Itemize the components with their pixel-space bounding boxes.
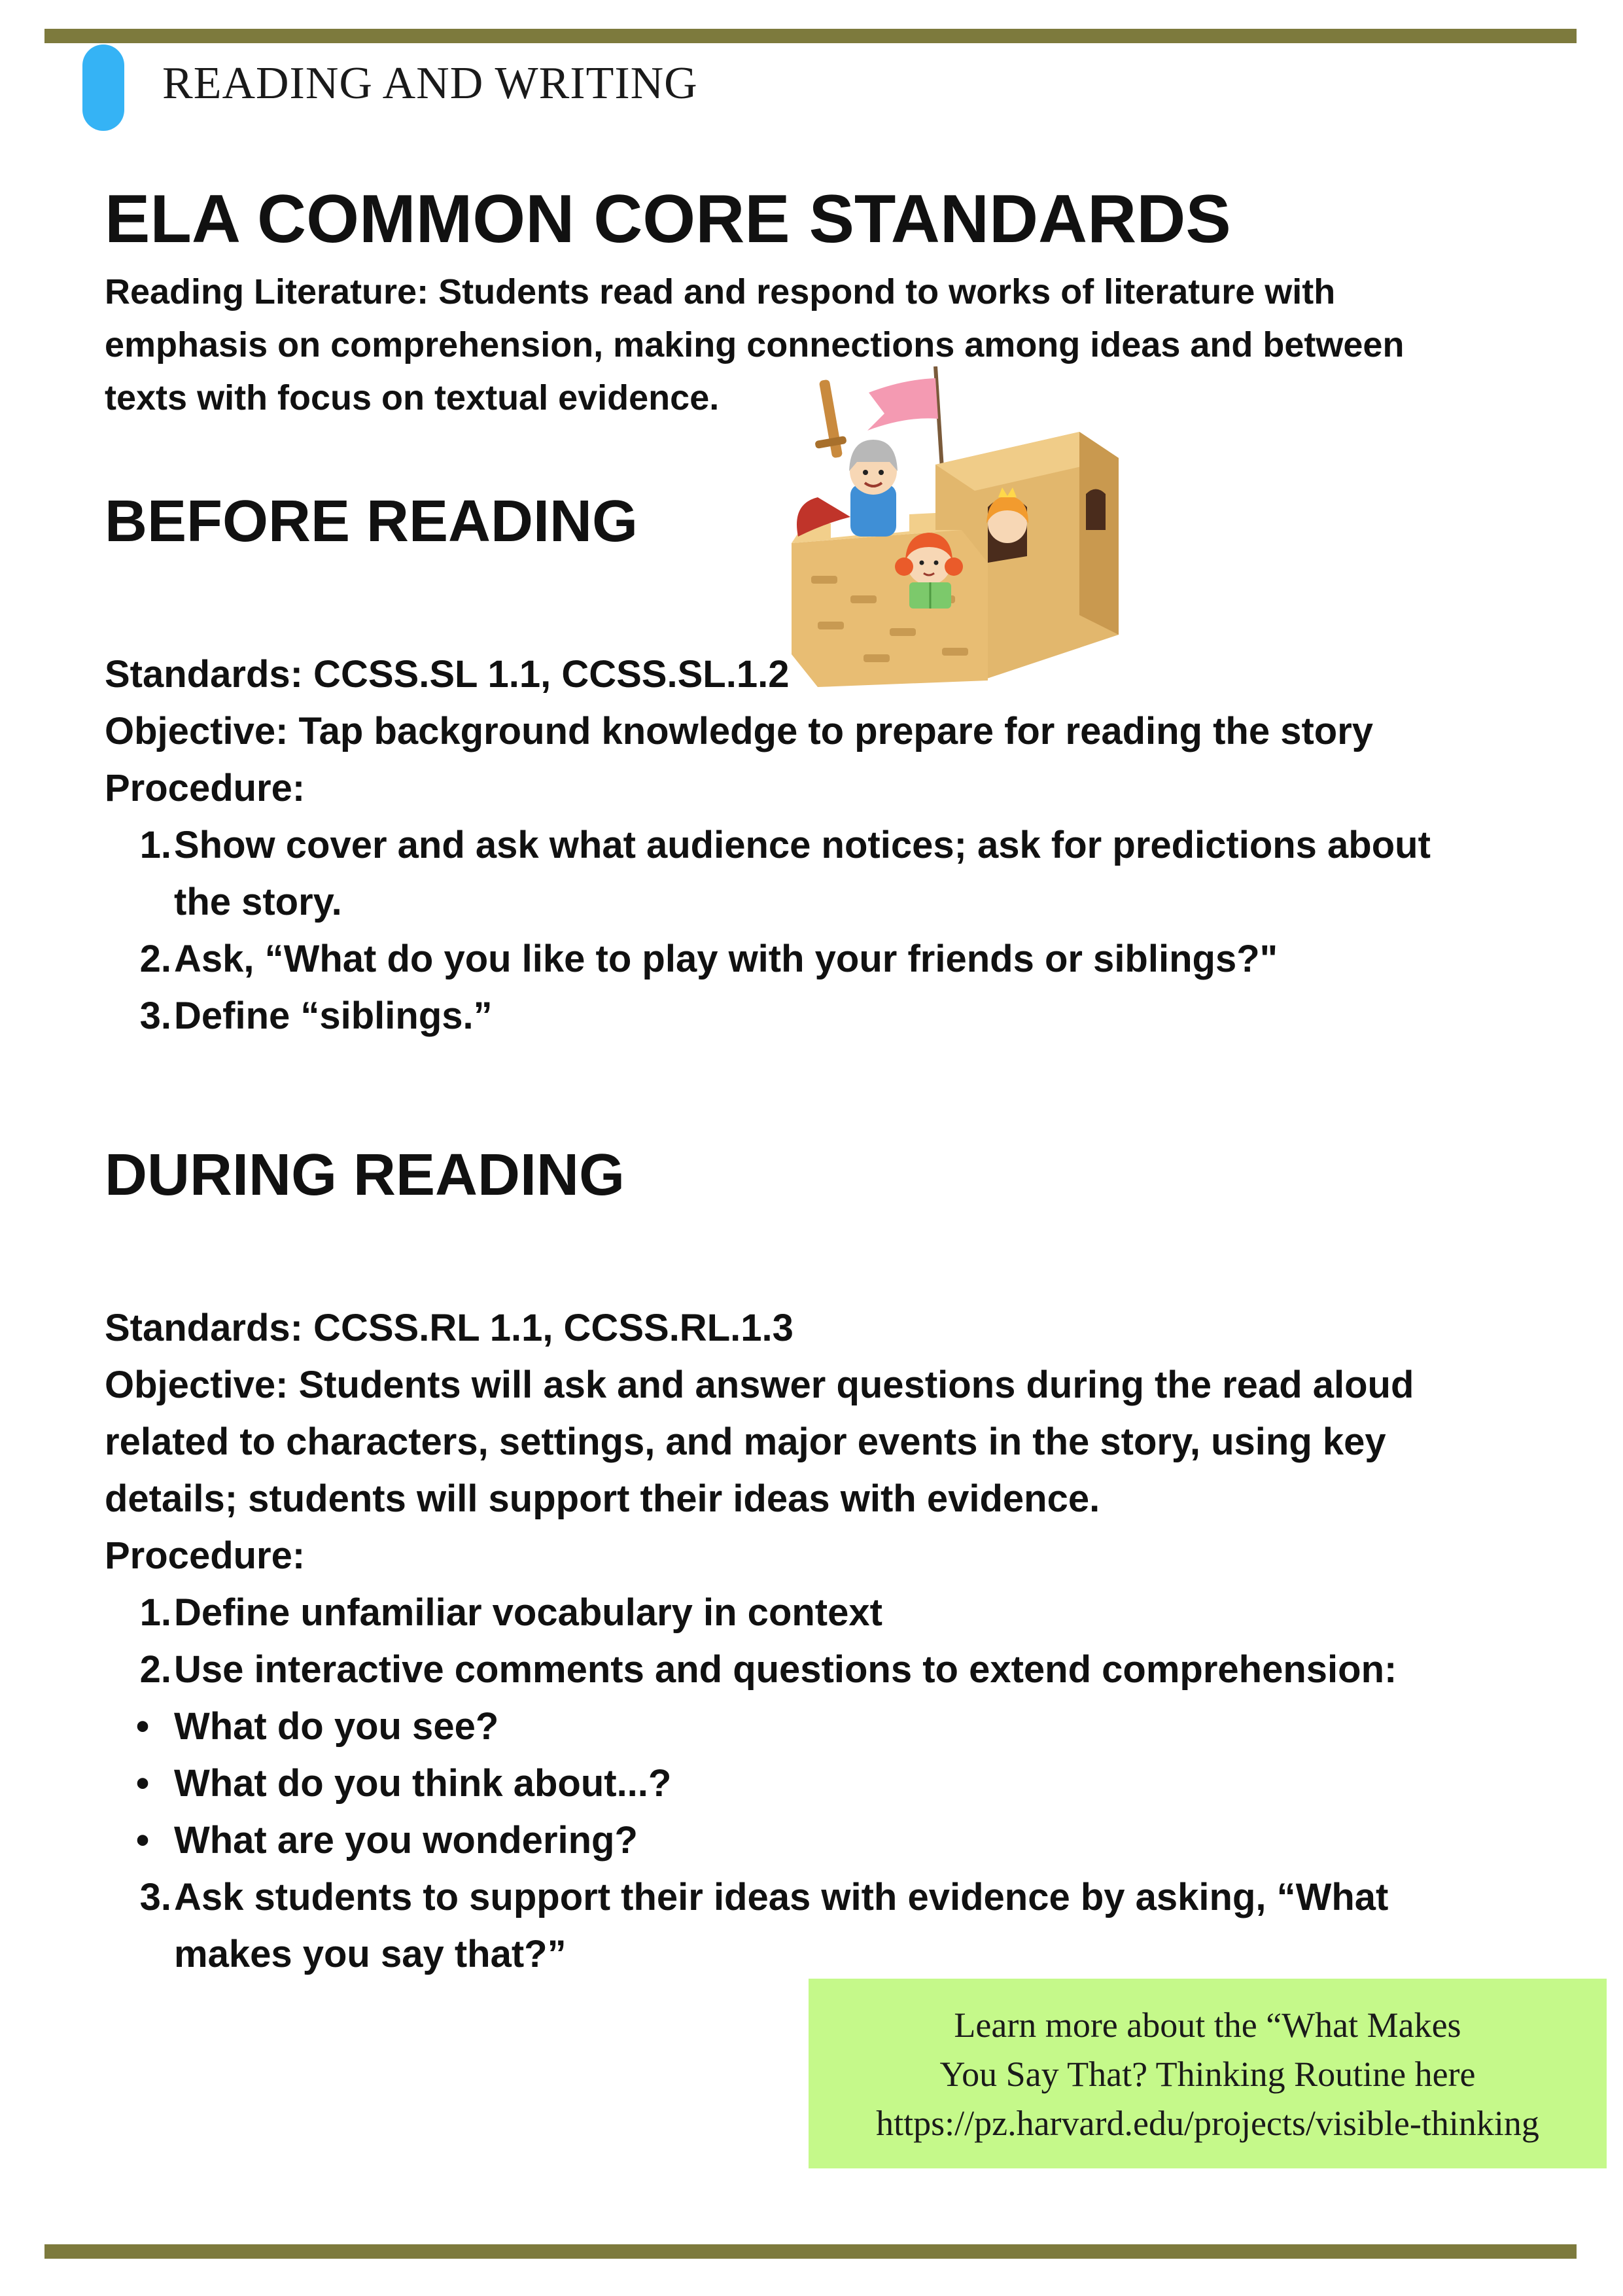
- section-accent-pill: [82, 44, 124, 131]
- during-reading-heading: DURING READING: [105, 1142, 625, 1208]
- children-castle-illustration: [792, 366, 1145, 707]
- main-content: [105, 177, 1452, 1983]
- list-marker: 1.: [139, 1591, 171, 1634]
- bottom-divider: [44, 2244, 1577, 2259]
- list-marker: 2.: [139, 1648, 171, 1691]
- before-reading-section: [105, 646, 1452, 1044]
- during-standards: Standards: CCSS.RL 1.1, CCSS.RL.1.3: [105, 1307, 794, 1349]
- before-reading-heading: BEFORE READING: [105, 489, 638, 554]
- top-divider: [44, 29, 1577, 43]
- list-marker: 3.: [139, 995, 171, 1037]
- list-marker: 1.: [139, 824, 171, 866]
- list-item-text: Define unfamiliar vocabulary in context: [174, 1591, 882, 1634]
- list-item-text: Ask, “What do you like to play with your friends or siblings?": [174, 938, 1278, 980]
- bullet-marker: •: [135, 1762, 150, 1805]
- list-item-text: Ask students to support their ideas with evidence by asking, “What makes you say that?”: [174, 1876, 1389, 1975]
- list-item-text: What do you see?: [174, 1705, 499, 1748]
- list-item: [105, 817, 1452, 930]
- learn-more-box: [809, 1979, 1607, 2168]
- list-item: [105, 1641, 1452, 1698]
- page-title: ELA COMMON CORE STANDARDS: [105, 181, 1231, 257]
- list-item: [105, 1869, 1452, 1983]
- list-item-text: What are you wondering?: [174, 1819, 638, 1862]
- list-item: [105, 1698, 1452, 1755]
- list-item-text: Use interactive comments and questions to extend comprehension:: [174, 1648, 1397, 1691]
- list-item: [105, 1812, 1452, 1869]
- learn-more-line-1: Learn more about the “What Makes: [954, 2005, 1461, 2045]
- during-procedure-label: Procedure:: [105, 1534, 305, 1577]
- before-standards: Standards: CCSS.SL 1.1, CCSS.SL.1.2: [105, 653, 790, 696]
- during-objective: Objective: Students will ask and answer questions during the read aloud related to characters, settings, and major events in the story, using key details; students will support their ideas with evidence.: [105, 1364, 1414, 1520]
- list-marker: 2.: [139, 938, 171, 980]
- list-marker: 3.: [139, 1876, 171, 1918]
- before-procedure-label: Procedure:: [105, 767, 305, 809]
- bullet-marker: •: [135, 1819, 150, 1862]
- visible-thinking-link[interactable]: https://pz.harvard.edu/projects/visible-thinking: [876, 2104, 1539, 2143]
- list-item: [105, 1755, 1452, 1812]
- list-item: [105, 1584, 1452, 1641]
- learn-more-line-2: You Say That? Thinking Routine here: [939, 2055, 1476, 2094]
- list-item-text: What do you think about...?: [174, 1762, 672, 1805]
- before-objective: Objective: Tap background knowledge to prepare for reading the story: [105, 710, 1374, 752]
- list-item-text: Define “siblings.”: [174, 995, 493, 1037]
- section-label: READING AND WRITING: [162, 58, 698, 109]
- list-item: [105, 930, 1452, 987]
- bullet-marker: •: [135, 1705, 150, 1748]
- intro-paragraph: Reading Literature: Students read and respond to works of literature with emphasis on comprehension, making connections among ideas and between texts with focus on textual evidence.: [105, 272, 1405, 417]
- during-reading-section: [105, 1299, 1452, 1983]
- list-item-text: Show cover and ask what audience notices; ask for predictions about the story.: [174, 824, 1431, 923]
- list-item: [105, 987, 1452, 1044]
